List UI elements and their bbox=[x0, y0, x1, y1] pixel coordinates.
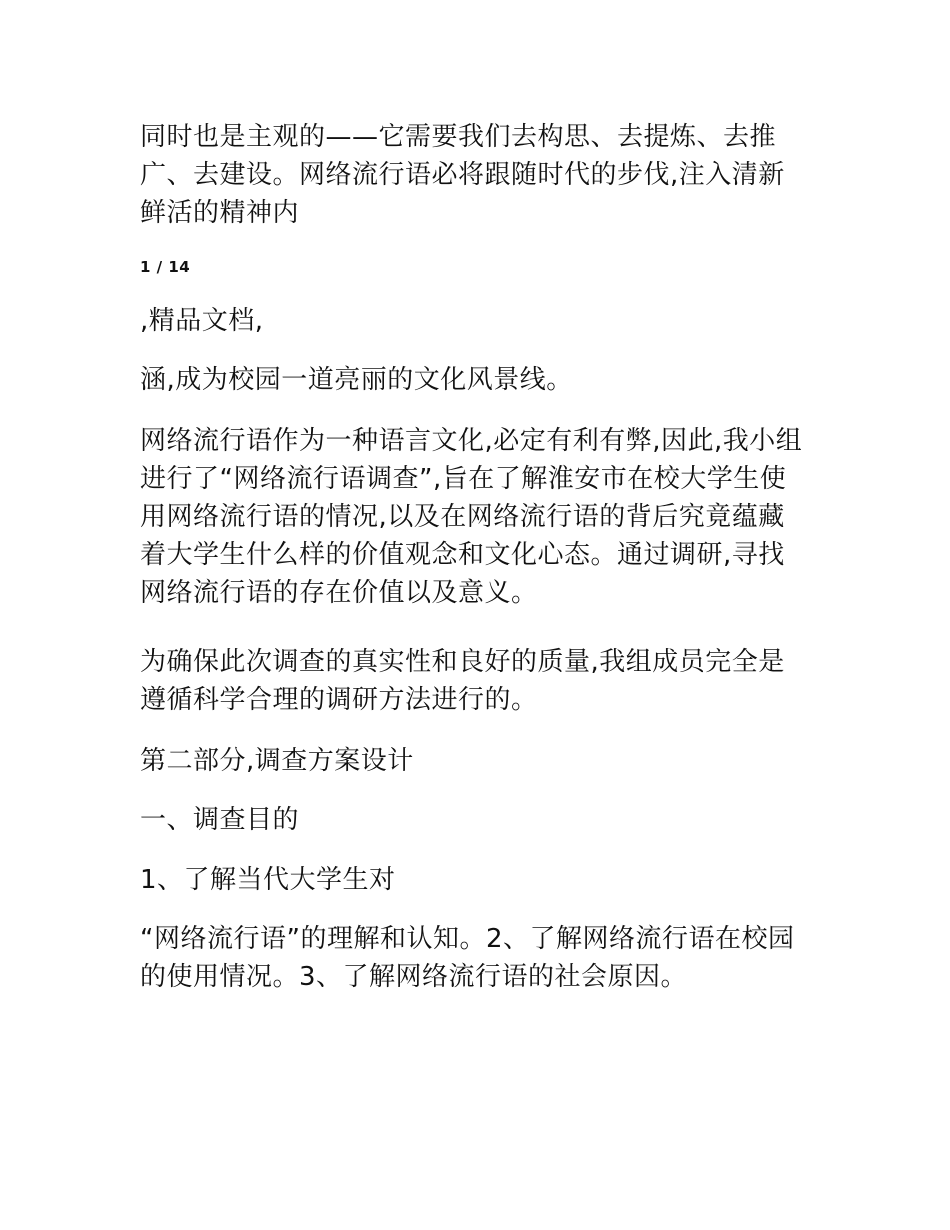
paragraph-continuation: 涵,成为校园一道亮丽的文化风景线。 bbox=[140, 365, 573, 395]
list-item-1: 1、了解当代大学生对 bbox=[140, 865, 396, 895]
page-number: 1 / 14 bbox=[140, 258, 191, 276]
paragraph-method: 为确保此次调查的真实性和良好的质量,我组成员完全是遵循科学合理的调研方法进行的。 bbox=[140, 647, 785, 715]
subheading-objective: 一、调查目的 bbox=[140, 805, 300, 835]
document-page bbox=[140, 0, 810, 1230]
header-watermark-text: ,精品文档, bbox=[140, 306, 264, 336]
paragraph-survey-purpose: 网络流行语作为一种语言文化,必定有利有弊,因此,我小组进行了“网络流行语调查”,旨在了解淮安市在校大学生使用网络流行语的情况,以及在网络流行语的背后究竟蕴藏着大学生什么样的价值观念和文化心态。通过调研,寻找网络流行语的存在价值以及意义。 bbox=[140, 426, 803, 608]
paragraph-intro-continuation: 同时也是主观的——它需要我们去构思、去提炼、去推广、去建设。网络流行语必将跟随时代的步伐,注入清新鲜活的精神内 bbox=[140, 122, 785, 228]
list-items-continued: “网络流行语”的理解和认知。2、了解网络流行语在校园的使用情况。3、了解网络流行语的社会原因。 bbox=[140, 924, 795, 992]
section-heading-part-two: 第二部分,调查方案设计 bbox=[140, 746, 414, 776]
